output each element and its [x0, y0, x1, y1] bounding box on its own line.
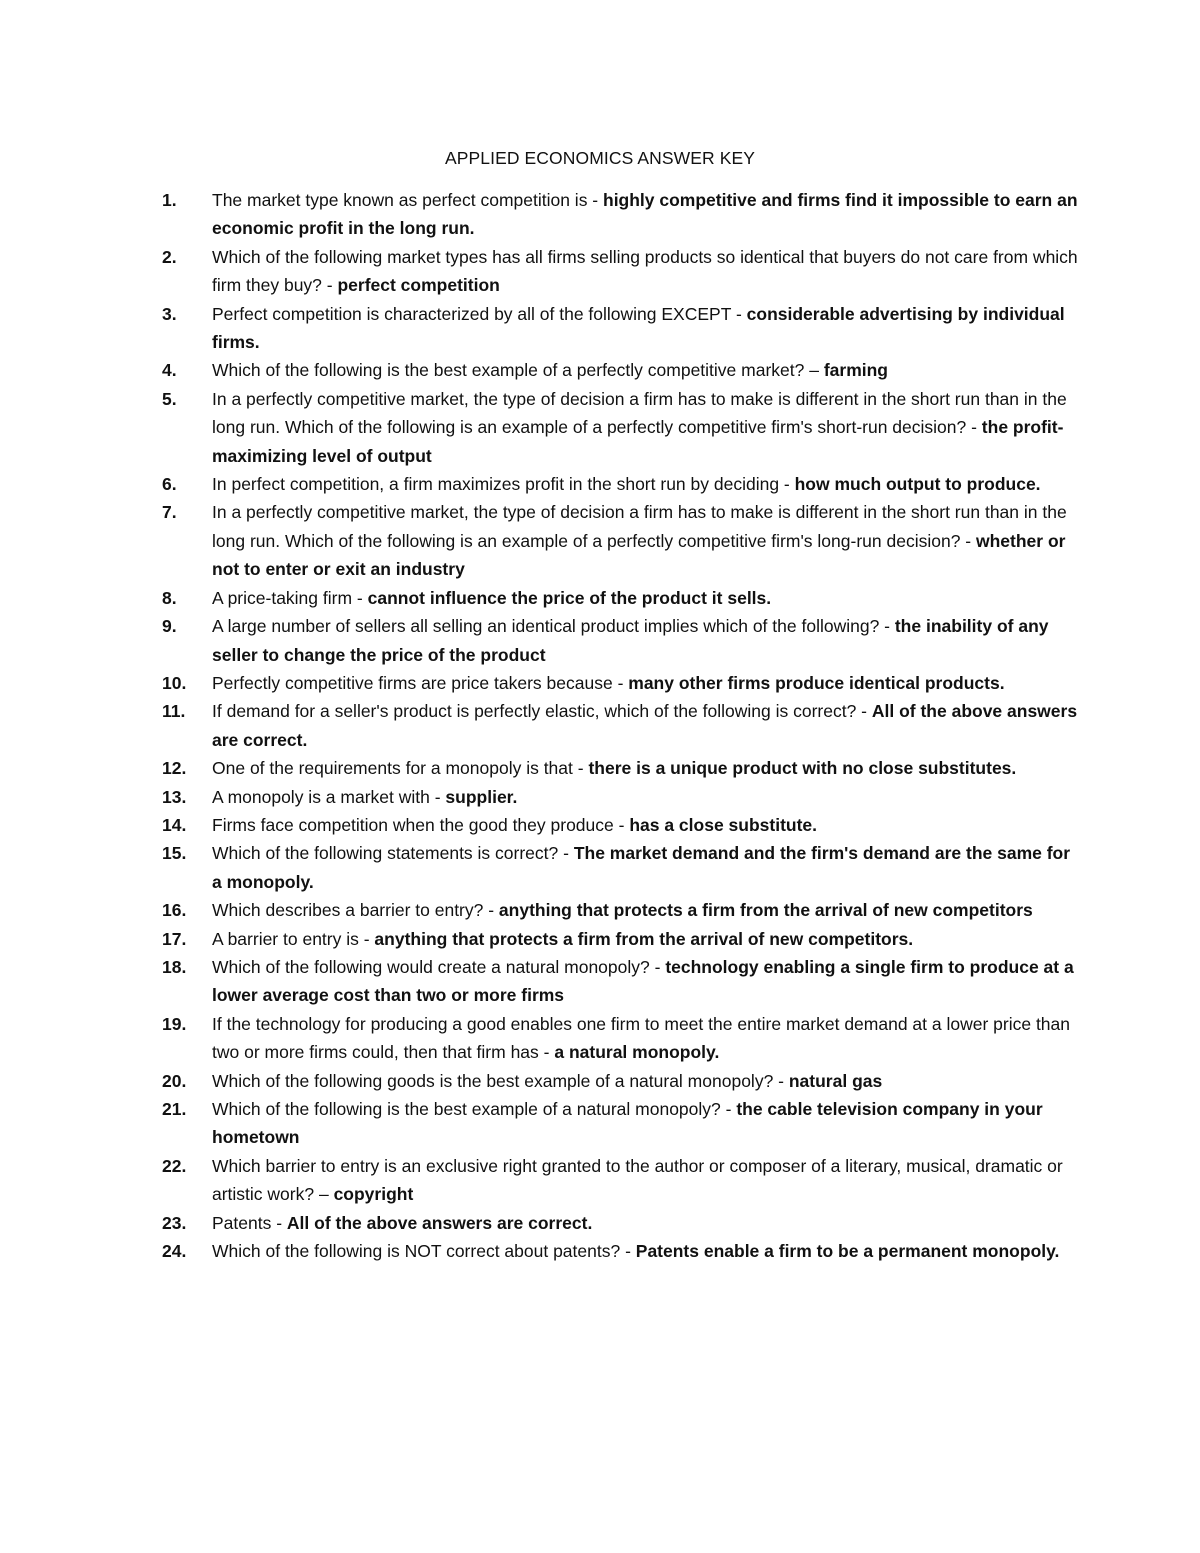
item-number: 5. [162, 388, 177, 409]
list-item [0, 612, 1200, 669]
question-text: In a perfectly competitive market, the type of decision a firm has to make is different in the short run than in the long run. Which of the following is an example of a perfectly competitive firm's short-run decision? - [212, 388, 1067, 438]
list-item [0, 498, 1200, 583]
item-number: 22. [162, 1155, 187, 1176]
answer-text: anything that protects a firm from the arrival of new competitors. [374, 928, 914, 949]
item-number: 12. [162, 758, 187, 779]
item-number: 1. [162, 190, 177, 210]
question-text: Which of the following statements is correct? - [212, 843, 574, 864]
answer-text: All of the above answers are correct. [286, 1212, 593, 1233]
question-text: The market type known as perfect competition is - [212, 190, 603, 210]
list-item [0, 1067, 1200, 1095]
answer-text: cannot influence the price of the product it sells. [367, 587, 772, 608]
answer-text: perfect competition [337, 275, 500, 296]
list-item [0, 584, 1200, 612]
item-number: 6. [162, 474, 177, 495]
item-number: 8. [162, 587, 177, 608]
list-item [0, 896, 1200, 924]
answer-text: the cable television company in your hometown [212, 1099, 1043, 1148]
question-text: In a perfectly competitive market, the type of decision a firm has to make is different in the short run than in the long run. Which of the following is an example of a perfectly competitive firm's long-run decision? - [212, 502, 1067, 551]
item-number: 13. [162, 786, 187, 807]
list-item [0, 470, 1200, 498]
answer-text: farming [823, 360, 889, 381]
item-number: 14. [162, 814, 187, 835]
item-number: 15. [162, 843, 187, 864]
list-item [0, 1095, 1200, 1152]
question-text: Which of the following would create a natural monopoly? - [212, 956, 666, 977]
question-text: A large number of sellers all selling an identical product implies which of the following? - [212, 616, 895, 637]
item-number: 10. [162, 672, 187, 693]
list-item [0, 356, 1200, 384]
list-item [0, 1209, 1200, 1237]
item-number: 4. [162, 360, 177, 381]
answer-list [0, 186, 1200, 1265]
item-number: 18. [162, 956, 187, 977]
answer-text: supplier. [445, 786, 518, 807]
item-number: 11. [162, 701, 186, 722]
answer-text: The market demand and the firm's demand are the same for a monopoly. [212, 843, 1071, 892]
item-number: 24. [162, 1241, 187, 1262]
question-text: Which of the following market types has all firms selling products so identical that buyers do not care from which firm they buy? - [212, 246, 1078, 296]
answer-text: the inability of any seller to change the price of the product [212, 616, 1049, 665]
list-item [0, 783, 1200, 811]
item-number: 19. [162, 1013, 187, 1034]
item-number: 3. [162, 303, 177, 324]
question-text: Patents - [212, 1212, 287, 1233]
question-text: Which of the following is the best example of a perfectly competitive market? – [212, 360, 824, 381]
list-item [0, 1152, 1200, 1209]
list-item [0, 300, 1200, 357]
answer-text: how much output to produce. [794, 474, 1041, 495]
answer-text: anything that protects a firm from the arrival of new competitors [498, 900, 1033, 921]
item-number: 7. [162, 502, 177, 523]
list-item [0, 186, 1200, 243]
question-text: Firms face competition when the good they produce - [212, 814, 630, 835]
list-item [0, 385, 1200, 470]
list-item [0, 697, 1200, 754]
question-text: Which describes a barrier to entry? - [212, 900, 499, 921]
list-item [0, 839, 1200, 896]
document-title: APPLIED ECONOMICS ANSWER KEY [444, 148, 756, 168]
list-item [0, 953, 1200, 1010]
question-text: Which of the following is NOT correct about patents? - [212, 1241, 636, 1262]
list-item [0, 925, 1200, 953]
answer-text: whether or not to enter or exit an industry [212, 530, 1066, 580]
question-text: Which of the following goods is the best example of a natural monopoly? - [212, 1070, 789, 1091]
answer-text: Patents enable a firm to be a permanent monopoly. [635, 1241, 1060, 1262]
answer-text: copyright [333, 1184, 414, 1205]
question-text: A monopoly is a market with - [212, 786, 446, 807]
question-text: One of the requirements for a monopoly is that - [212, 758, 589, 779]
answer-text: All of the above answers are correct. [212, 701, 1078, 750]
question-text: Which of the following is the best example of a natural monopoly? - [212, 1099, 737, 1119]
list-item [0, 1010, 1200, 1067]
question-text: A barrier to entry is - [212, 928, 375, 949]
question-text: If the technology for producing a good enables one firm to meet the entire market demand at a lower price than two or more firms could, then that firm has - [212, 1013, 1071, 1063]
answer-text: the profit-maximizing level of output [212, 417, 1064, 466]
question-text: A price-taking firm - [212, 587, 368, 608]
item-number: 21. [162, 1099, 187, 1119]
answer-text: a natural monopoly. [554, 1042, 720, 1063]
list-item [0, 1237, 1200, 1265]
answer-text: technology enabling a single firm to produce at a lower average cost than two or more firms [212, 956, 1074, 1006]
answer-text: highly competitive and firms find it impossible to earn an economic profit in the long run. [212, 190, 1078, 239]
question-text: In perfect competition, a firm maximizes profit in the short run by deciding - [212, 474, 795, 495]
answer-text: natural gas [788, 1070, 883, 1091]
answer-text: many other firms produce identical products. [628, 672, 1005, 693]
item-number: 20. [162, 1070, 187, 1091]
item-number: 2. [162, 246, 177, 267]
item-number: 16. [162, 900, 187, 921]
list-item [0, 669, 1200, 697]
question-text: Which barrier to entry is an exclusive right granted to the author or composer of a literary, musical, dramatic or artistic work? – [212, 1155, 1063, 1205]
list-item [0, 243, 1200, 300]
answer-text: has a close substitute. [629, 814, 818, 835]
question-text: Perfectly competitive firms are price takers because - [212, 672, 629, 693]
answer-text: there is a unique product with no close substitutes. [588, 758, 1017, 779]
item-number: 9. [162, 616, 177, 637]
list-item [0, 811, 1200, 839]
item-number: 23. [162, 1212, 187, 1233]
item-number: 17. [162, 928, 187, 949]
question-text: Perfect competition is characterized by all of the following EXCEPT - [212, 303, 747, 324]
question-text: If demand for a seller's product is perfectly elastic, which of the following is correct? - [212, 701, 872, 722]
answer-text: considerable advertising by individual firms. [212, 303, 1065, 353]
list-item [0, 754, 1200, 782]
